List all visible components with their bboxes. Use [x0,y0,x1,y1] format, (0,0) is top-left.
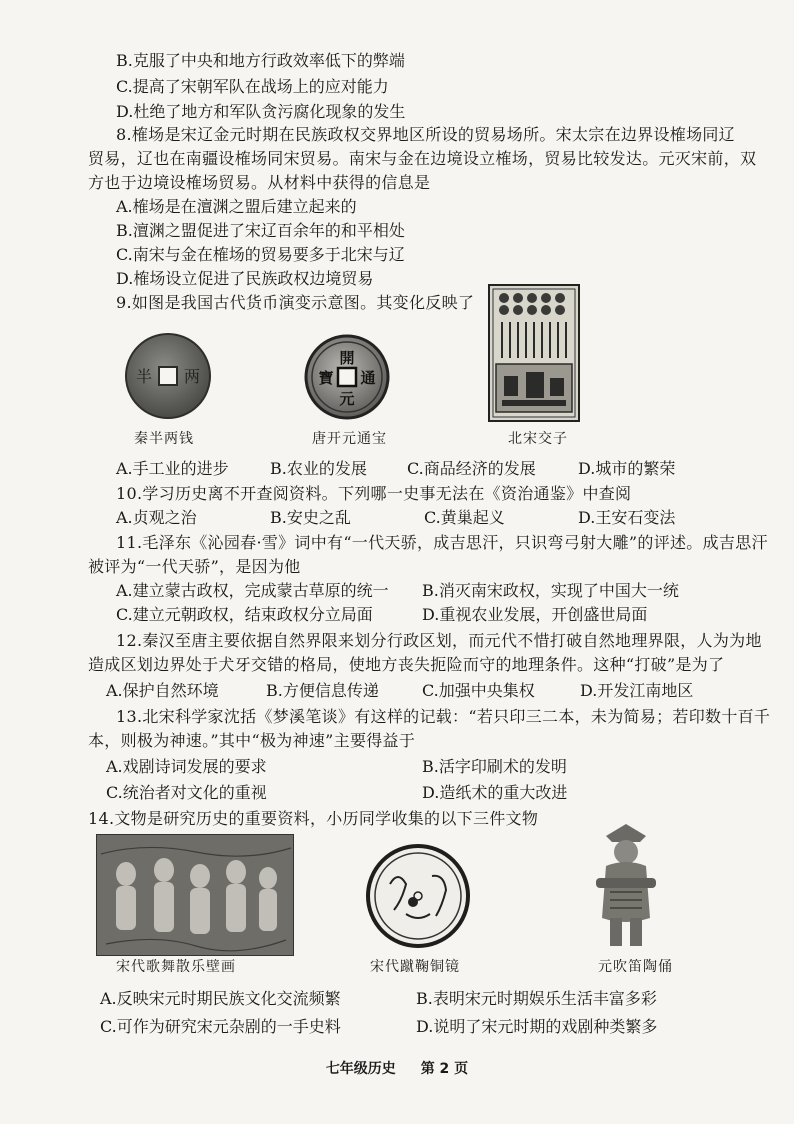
q8-stem-line-3: 方也于边境设榷场贸易。从材料中获得的信息是 [88,173,431,192]
q14-option-d: D.说明了宋元时期的戏剧种类繁多 [416,1017,658,1036]
footer-page-number: 第 2 页 [420,1061,469,1077]
q9-stem: 9.如图是我国古代货币演变示意图。其变化反映了 [116,293,475,312]
coin-inscription-char: 两 [183,367,201,386]
q7-option-d: D.杜绝了地方和军队贪污腐化现象的发生 [116,102,406,121]
q10-stem: 10.学习历史离不开查阅资料。下列哪一史事无法在《资治通鉴》中查阅 [116,484,632,503]
q13-option-d: D.造纸术的重大改进 [422,783,568,802]
coin-inscription-char: 開 [339,349,355,367]
page-footer [0,1058,794,1078]
song-mural-image [96,834,294,956]
q14-stem: 14.文物是研究历史的重要资料，小历同学收集的以下三件文物 [88,809,539,828]
tang-kaiyuan-coin-image [304,334,390,420]
q11-stem-line-2: 被评为“一代天骄”，是因为他 [88,557,301,576]
q11-option-d: D.重视农业发展，开创盛世局面 [422,605,648,624]
footer-subject: 七年级历史 [325,1061,396,1077]
q9-option-b: B.农业的发展 [270,459,367,478]
q10-option-a: A.贞观之治 [116,508,197,527]
q12-option-c: C.加强中央集权 [422,681,535,700]
tang-coin-caption: 唐开元通宝 [312,431,387,447]
cuju-bronze-mirror-image [366,844,470,948]
q11-option-b: B.消灭南宋政权，实现了中国大一统 [422,581,679,600]
q14-option-b: B.表明宋元时期娱乐生活丰富多彩 [416,989,657,1008]
q9-option-c: C.商品经济的发展 [407,459,536,478]
q8-option-d: D.榷场设立促进了民族政权边境贸易 [116,269,374,288]
q13-option-b: B.活字印刷术的发明 [422,757,567,776]
jiaozi-caption: 北宋交子 [508,431,568,447]
q13-stem-line-1: 13.北宋科学家沈括《梦溪笔谈》有这样的记载：“若只印三二本，未为简易；若印数十百千 [116,707,771,726]
q8-stem-line-1: 8.榷场是宋辽金元时期在民族政权交界地区所设的贸易场所。宋太宗在边界设榷场同辽 [116,125,735,144]
qin-banliang-coin-image [124,332,212,420]
coin-inscription-char: 寶 [318,369,334,387]
q9-option-a: A.手工业的进步 [116,459,229,478]
q14-option-a: A.反映宋元时期民族文化交流频繁 [100,989,341,1008]
yuan-flute-figurine-image [588,822,664,950]
q14-option-c: C.可作为研究宋元杂剧的一手史料 [100,1017,341,1036]
q8-option-c: C.南宋与金在榷场的贸易要多于北宋与辽 [116,245,405,264]
mirror-caption: 宋代蹴鞠铜镜 [370,959,460,975]
q7-option-b: B.克服了中央和地方行政效率低下的弊端 [116,51,405,70]
q8-stem-line-2: 贸易，辽也在南疆设榷场同宋贸易。南宋与金在边境设立榷场，贸易比较发达。元灭宋前，双 [88,149,757,168]
q10-option-c: C.黄巢起义 [424,508,505,527]
northern-song-jiaozi-image [488,284,580,422]
figurine-caption: 元吹笛陶俑 [598,959,673,975]
q10-option-b: B.安史之乱 [270,508,351,527]
q12-stem-line-2: 造成区划边界处于犬牙交错的格局，使地方丧失扼险而守的地理条件。这种“打破”是为了 [88,655,725,674]
q11-stem-line-1: 11.毛泽东《沁园春·雪》词中有“一代天骄，成吉思汗，只识弯弓射大雕”的评述。成吉思汗 [116,533,768,552]
q12-option-b: B.方便信息传递 [266,681,379,700]
q11-option-a: A.建立蒙古政权，完成蒙古草原的统一 [116,581,389,600]
q13-option-c: C.统治者对文化的重视 [106,783,267,802]
coin-inscription-char: 通 [360,369,376,387]
coin-inscription-char: 元 [339,390,355,408]
q12-stem-line-1: 12.秦汉至唐主要依据自然界限来划分行政区划，而元代不惜打破自然地理界限，人为为地 [116,631,762,650]
q9-option-d: D.城市的繁荣 [578,459,676,478]
q7-option-c: C.提高了宋朝军队在战场上的应对能力 [116,77,389,96]
qin-coin-caption: 秦半两钱 [134,431,194,447]
mural-caption: 宋代歌舞散乐壁画 [116,959,236,975]
coin-inscription-char: 半 [135,367,153,386]
q13-stem-line-2: 本，则极为神速。”其中“极为神速”主要得益于 [88,731,416,750]
q12-option-d: D.开发江南地区 [580,681,694,700]
q12-option-a: A.保护自然环境 [106,681,219,700]
q10-option-d: D.王安石变法 [578,508,676,527]
q8-option-a: A.榷场是在澶渊之盟后建立起来的 [116,197,357,216]
q8-option-b: B.澶渊之盟促进了宋辽百余年的和平相处 [116,221,405,240]
q13-option-a: A.戏剧诗词发展的要求 [106,757,267,776]
q11-option-c: C.建立元朝政权，结束政权分立局面 [116,605,373,624]
